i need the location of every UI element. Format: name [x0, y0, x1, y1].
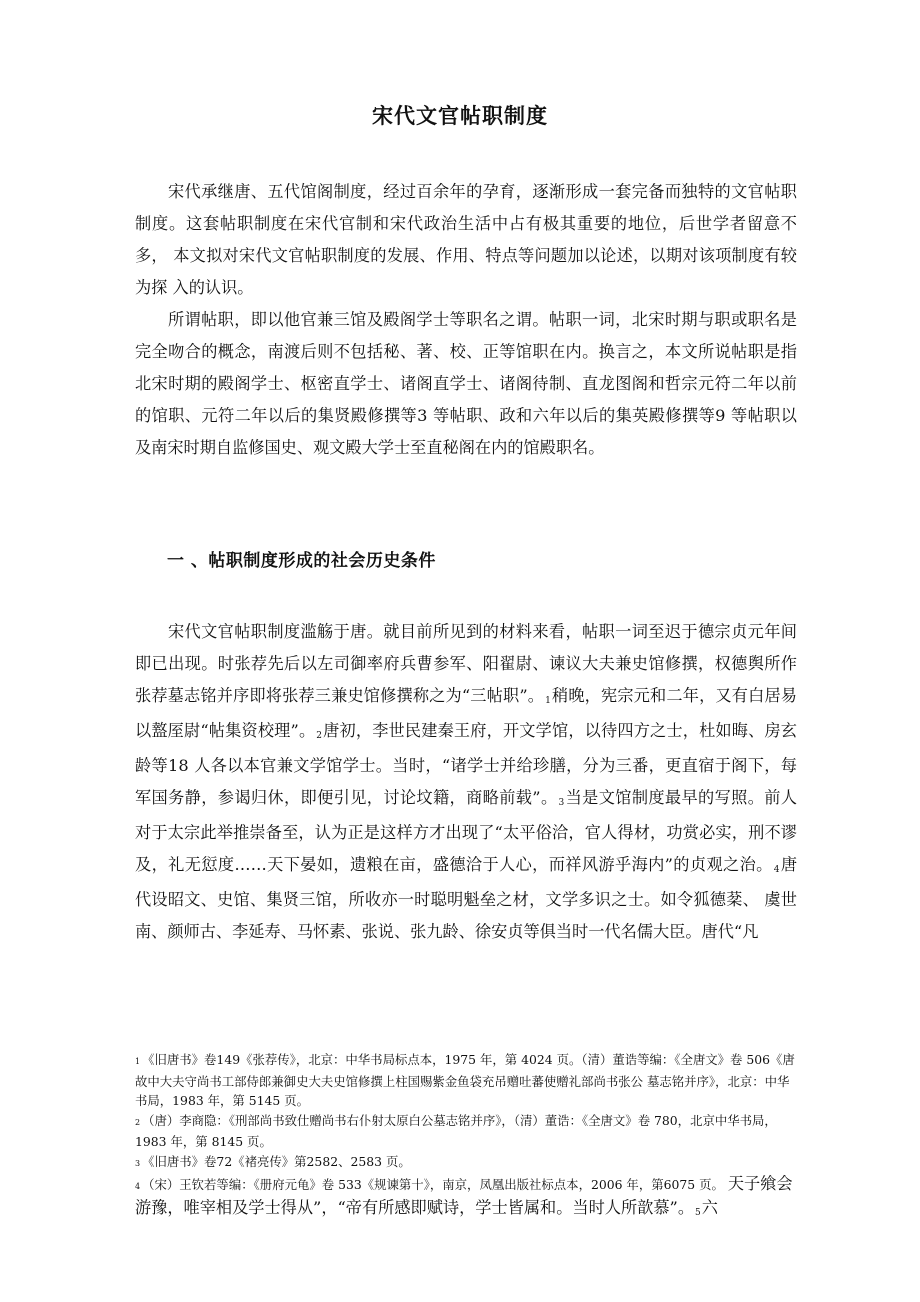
- footnote-ref-5[interactable]: 5: [695, 1207, 701, 1218]
- section-1-paragraph: [135, 616, 797, 948]
- continued-body-text: 天子飨会游豫，唯宰相及学士得从”，“帝有所感即赋诗，学士皆属和。当时人所歆慕”。: [135, 1174, 793, 1217]
- footnote-ref-4[interactable]: 4: [773, 865, 780, 875]
- footnote-number: 3: [135, 1158, 141, 1168]
- intro-paragraph-2: 所谓帖职，即以他官兼三馆及殿阁学士等职名之谓。帖职一词，北宋时期与职或职名是完全吻合的概念，南渡后则不包括秘、著、校、正等馆职在内。换言之，本文所说帖职是指北宋时期的殿阁学士、枢密直学士、诸阁直学士、诸阁待制、直龙图阁和哲宗元符二年以前的馆职、元符二年以后的集贤殿修撰等3 等帖职、政和六年以后的集英殿修撰等9 等帖职以及南宋时期自监修国史、观文殿大学士至直秘阁在内的馆殿职名。: [135, 310, 797, 457]
- continued-body-text-end: 六: [701, 1197, 718, 1217]
- footnote-ref-2[interactable]: 2: [316, 731, 323, 741]
- footnote-1: [135, 1050, 795, 1111]
- section-heading-1: 一 、帖职制度形成的社会历史条件: [167, 551, 436, 571]
- text-run: 当是文馆制度最早的写照。前人对于太宗此举推崇备至，认为正是这样方才出现了“太平俗洽，官人得材，功赏必实，刑不谬及，礼无愆度……天下晏如，遗粮在亩，盛德洽于人心，而祥风游乎海内”的贞观之治。: [135, 788, 797, 874]
- text-run: 稍晚，宪宗元和二年，又有白居易以盩厔尉“帖集资校理”。: [135, 686, 797, 740]
- text-run: 唐初，李世民建秦王府，开文学馆，以待四方之士，杜如晦、房玄龄等18 人各以本官兼文学馆学士。当时，“诸学士并给珍膳，分为三番，更直宿于阁下，每军国务静，参谒归休，即便引见，讨论坟籍，商略前载”。: [135, 721, 797, 807]
- text-run: 宋代文官帖职制度滥觞于唐。就目前所见到的材料来看，帖职一词至迟于德宗贞元年间即已出现。时张荐先后以左司御率府兵曹参军、阳翟尉、谏议大夫兼史馆修撰，权德舆所作张荐墓志铭并序即将张荐三兼史馆修撰称之为“三帖职”。: [135, 622, 797, 705]
- footnote-number: 2: [135, 1117, 141, 1127]
- footnote-3: [135, 1152, 795, 1174]
- footnote-text: （宋）王钦若等编：《册府元龟》卷 533《规谏第十》，南京，凤凰出版社标点本，2006 年，第6075 页。: [142, 1177, 724, 1192]
- page-title: 宋代文官帖职制度: [372, 104, 548, 128]
- footnote-number: 4: [135, 1182, 141, 1191]
- footnote-number: 1: [135, 1057, 141, 1066]
- footnote-text: 《旧唐书》卷149《张荐传》，北京：中华书局标点本，1975 年，第 4024 页。（清）董诰等编：《全唐文》卷 506《唐故中大夫守尚书工部侍郎兼御史大夫史馆修撰上柱国赐紫金鱼袋充吊赠吐蕃使赠礼部尚书张公 墓志铭并序》，北京：中华书局，1983 年，第 5145 页。: [135, 1052, 795, 1108]
- footnote-2: [135, 1111, 795, 1152]
- footnote-text: 《旧唐书》卷72《褚亮传》第2582、2583 页。: [142, 1153, 411, 1169]
- section-1-body: [135, 616, 797, 948]
- footnote-ref-1[interactable]: 1: [545, 696, 551, 706]
- intro-section: [135, 176, 797, 464]
- intro-paragraph-1: 宋代承继唐、五代馆阁制度，经过百余年的孕育，逐渐形成一套完备而独特的文官帖职制度。这套帖职制度在宋代官制和宋代政治生活中占有极其重要的地位，后世学者留意不多， 本文拟对宋代文官帖职制度的发展、作用、特点等问题加以论述，以期对该项制度有较为探 入的认识。: [135, 182, 797, 297]
- footnote-ref-3[interactable]: 3: [558, 798, 565, 808]
- text-run: 唐代设昭文、史馆、集贤三馆，所收亦一时聪明魁垒之材，文学多识之士。如令狐德棻、 虞世南、颜师古、李延寿、马怀素、张说、张九龄、徐安贞等俱当时一代名儒大臣。唐代“凡: [135, 855, 798, 941]
- footnote-4: [135, 1173, 795, 1221]
- footnotes: [135, 1050, 795, 1221]
- footnote-text: （唐）李商隐：《刑部尚书致仕赠尚书右仆射太原白公墓志铭并序》，（清）董诰：《全唐文》卷 780，北京中华书局，1983 年，第 8145 页。: [135, 1112, 777, 1149]
